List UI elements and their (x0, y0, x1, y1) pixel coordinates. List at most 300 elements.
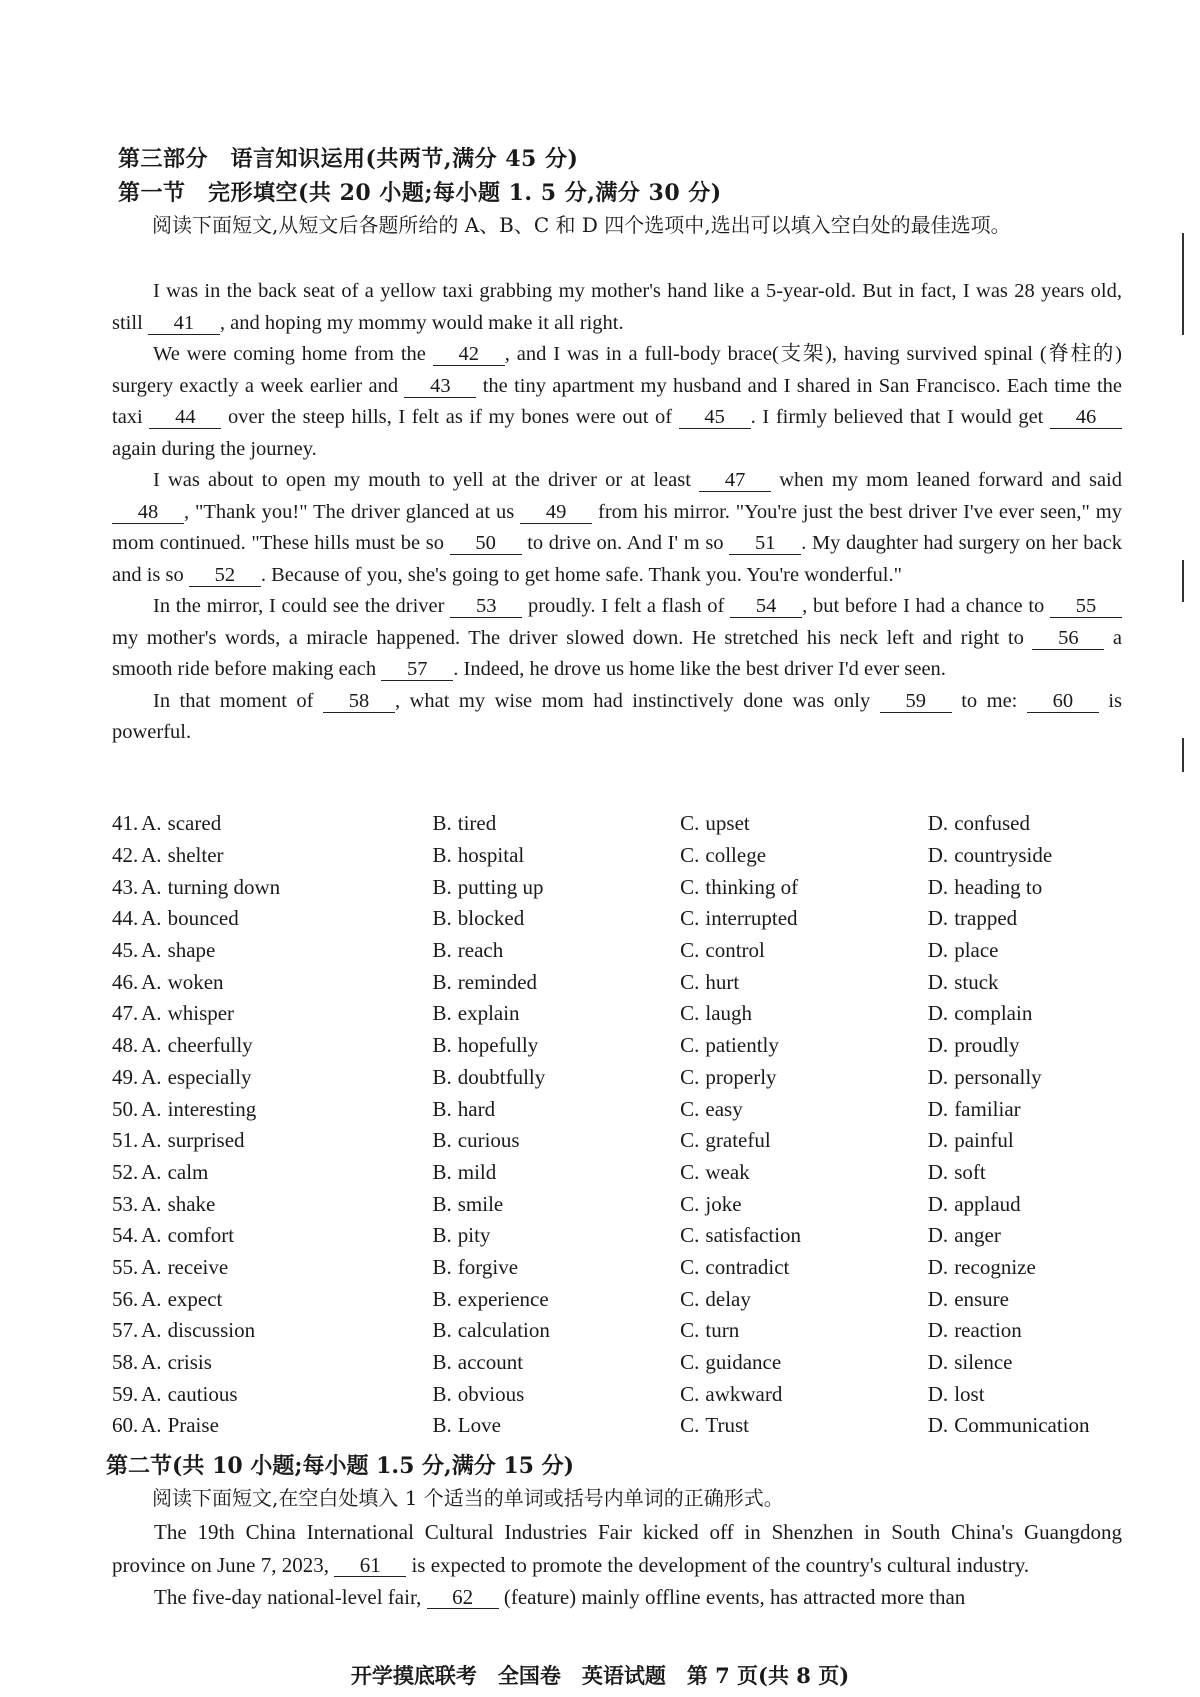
option-a[interactable] (141, 906, 432, 931)
option-letter: D. (927, 1413, 949, 1438)
passage-paragraph (112, 1516, 1122, 1581)
option-b[interactable] (432, 1033, 680, 1058)
option-c[interactable] (680, 1033, 928, 1058)
option-letter: B. (432, 1128, 452, 1153)
part-title: 第三部分 语言知识运用(共两节,满分 45 分) (118, 146, 579, 172)
option-text: thinking of (705, 874, 799, 899)
option-letter: B. (432, 1350, 452, 1375)
option-letter: A. (141, 1318, 162, 1343)
option-letter: D. (927, 1096, 949, 1121)
question-number: 42. (112, 843, 139, 868)
option-letter: D. (927, 1191, 949, 1216)
option-b[interactable] (432, 1287, 680, 1312)
option-text: upset (705, 811, 750, 836)
question-options-row (112, 966, 1122, 998)
option-letter: C. (680, 1001, 700, 1026)
option-letter: C. (680, 1128, 700, 1153)
option-c[interactable] (680, 1160, 928, 1185)
option-d[interactable] (928, 1033, 1122, 1058)
option-text: easy (705, 1096, 743, 1121)
option-text: interesting (167, 1096, 257, 1121)
option-a[interactable] (141, 1382, 432, 1407)
option-b[interactable] (432, 875, 680, 900)
passage-text: . Because of you, she's going to get home safe. Thank you. You're wonderful." (260, 563, 902, 586)
option-letter: A. (141, 1128, 162, 1153)
option-letter: D. (927, 969, 949, 994)
answer-blank[interactable]: 60 (1027, 690, 1099, 713)
option-a[interactable] (141, 1287, 432, 1312)
option-text: complain (954, 1001, 1033, 1026)
option-b[interactable] (432, 1382, 680, 1407)
instruction-text: 阅读下面短文,在空白处填入 1 个适当的单词或括号内单词的正确形式。 (152, 1486, 784, 1510)
option-text: weak (705, 1159, 750, 1184)
option-letter: C. (680, 1318, 700, 1343)
answer-blank[interactable]: 41 (148, 312, 220, 335)
option-text: ensure (954, 1286, 1009, 1311)
option-text: receive (167, 1254, 229, 1279)
option-text: familiar (954, 1096, 1021, 1121)
option-text: hurt (705, 969, 740, 994)
option-b[interactable] (432, 1255, 680, 1280)
option-text: countryside (954, 843, 1053, 868)
answer-blank[interactable]: 44 (149, 406, 221, 429)
option-d[interactable] (928, 1160, 1122, 1185)
option-d[interactable] (928, 938, 1122, 963)
option-letter: C. (680, 906, 700, 931)
option-letter: D. (927, 811, 949, 836)
option-b[interactable] (432, 1192, 680, 1217)
passage-text: my mother's words, a miracle happened. The driver slowed down. He stretched his neck left and right to (112, 626, 1033, 649)
option-d[interactable] (928, 811, 1122, 836)
option-letter: B. (432, 906, 452, 931)
option-a[interactable] (141, 970, 432, 995)
option-letter: C. (680, 1381, 700, 1406)
option-letter: A. (141, 1191, 162, 1216)
option-d[interactable] (928, 1318, 1122, 1343)
passage-text: a smooth ride before making each (112, 626, 1122, 680)
question-number: 49. (112, 1064, 139, 1089)
option-letter: A. (141, 1350, 162, 1375)
passage-text: to drive on. And I' m so (521, 532, 730, 554)
answer-blank[interactable]: 57 (381, 658, 453, 681)
passage-text: , but before I had a chance to (802, 595, 1051, 617)
option-letter: D. (927, 1318, 949, 1343)
option-b[interactable] (432, 1065, 680, 1090)
option-text: recognize (954, 1254, 1036, 1279)
page-footer: 开学摸底联考 全国卷 英语试题 第 7 页(共 8 页) (350, 1663, 850, 1688)
option-letter: D. (927, 906, 949, 931)
option-d[interactable] (928, 970, 1122, 995)
option-c[interactable] (680, 1318, 928, 1343)
answer-blank[interactable]: 42 (433, 343, 505, 366)
option-letter: B. (432, 811, 452, 836)
option-c[interactable] (680, 1128, 928, 1153)
option-text: patiently (705, 1033, 779, 1058)
question-options-row (112, 1252, 1122, 1284)
option-letter: D. (927, 938, 949, 963)
option-b[interactable] (432, 1097, 680, 1122)
option-text: contradict (705, 1254, 790, 1279)
option-letter: B. (432, 1064, 452, 1089)
option-text: grateful (705, 1128, 771, 1153)
option-text: awkward (705, 1381, 783, 1406)
answer-blank[interactable]: 54 (730, 595, 802, 618)
question-options-row (112, 1030, 1122, 1062)
option-text: laugh (705, 1001, 753, 1026)
question-options-row (112, 840, 1122, 872)
question-number: 54. (112, 1223, 139, 1248)
margin-mark (1182, 233, 1184, 335)
option-letter: A. (141, 1096, 162, 1121)
option-text: satisfaction (705, 1223, 802, 1248)
option-d[interactable] (928, 906, 1122, 931)
option-c[interactable] (680, 1223, 928, 1248)
option-text: expect (167, 1286, 223, 1311)
question-number: 57. (112, 1318, 139, 1343)
option-text: hopefully (457, 1033, 539, 1058)
option-text: place (954, 938, 999, 963)
answer-blank[interactable]: 48 (112, 501, 184, 524)
option-c[interactable] (680, 1192, 928, 1217)
answer-blank[interactable]: 52 (189, 564, 261, 587)
option-b[interactable] (432, 1128, 680, 1153)
option-letter: A. (141, 874, 162, 899)
option-a[interactable] (141, 1255, 432, 1280)
margin-mark (1182, 560, 1184, 602)
option-letter: D. (927, 1033, 949, 1058)
option-d[interactable] (928, 1065, 1122, 1090)
option-letter: C. (680, 874, 700, 899)
option-text: Love (457, 1413, 501, 1438)
option-c[interactable] (680, 906, 928, 931)
option-text: tired (457, 811, 497, 836)
option-letter: D. (927, 1350, 949, 1375)
option-c[interactable] (680, 1065, 928, 1090)
option-c[interactable] (680, 1350, 928, 1375)
option-letter: A. (141, 1254, 162, 1279)
passage-text: . My daughter had surgery on her back and is so (112, 532, 1122, 586)
option-text: confused (954, 811, 1030, 836)
option-c[interactable] (680, 970, 928, 995)
passage-text: In the mirror, I could see the driver (153, 595, 451, 617)
option-text: lost (954, 1381, 985, 1406)
answer-blank[interactable]: 61 (334, 1554, 406, 1577)
option-text: smile (457, 1191, 504, 1216)
question-number: 41. (112, 811, 139, 836)
option-b[interactable] (432, 1318, 680, 1343)
option-text: explain (457, 1001, 520, 1026)
option-text: soft (954, 1159, 986, 1184)
question-number: 48. (112, 1033, 139, 1058)
option-d[interactable] (928, 843, 1122, 868)
option-a[interactable] (141, 1160, 432, 1185)
option-text: shake (167, 1191, 216, 1216)
option-d[interactable] (928, 1350, 1122, 1375)
answer-blank[interactable]: 62 (427, 1586, 499, 1609)
question-options-row (112, 1378, 1122, 1410)
option-letter: B. (432, 1318, 452, 1343)
option-text: proudly (954, 1033, 1020, 1058)
option-a[interactable] (141, 1318, 432, 1343)
option-letter: C. (680, 969, 700, 994)
option-a[interactable] (141, 1223, 432, 1248)
options-list (112, 808, 1122, 1442)
option-text: hospital (457, 843, 525, 868)
question-number: 53. (112, 1191, 139, 1216)
option-a[interactable] (141, 1097, 432, 1122)
option-letter: A. (141, 811, 162, 836)
option-text: Trust (705, 1413, 749, 1438)
option-letter: D. (927, 843, 949, 868)
option-text: cheerfully (167, 1033, 253, 1058)
answer-blank[interactable]: 46 (1050, 406, 1122, 429)
option-a[interactable] (141, 1413, 432, 1438)
question-options-row (112, 1315, 1122, 1347)
option-letter: C. (680, 1159, 700, 1184)
option-text: guidance (705, 1350, 782, 1375)
option-text: surprised (167, 1128, 245, 1153)
option-letter: C. (680, 811, 700, 836)
question-options-row (112, 1347, 1122, 1379)
option-letter: C. (680, 1064, 700, 1089)
option-c[interactable] (680, 1097, 928, 1122)
option-c[interactable] (680, 843, 928, 868)
option-text: cautious (167, 1381, 238, 1406)
option-text: college (705, 843, 767, 868)
option-b[interactable] (432, 1350, 680, 1375)
question-options-row (112, 1283, 1122, 1315)
question-number: 44. (112, 906, 139, 931)
option-letter: B. (432, 1096, 452, 1121)
option-text: anger (954, 1223, 1001, 1248)
option-b[interactable] (432, 938, 680, 963)
question-options-row (112, 871, 1122, 903)
option-b[interactable] (432, 1160, 680, 1185)
option-letter: B. (432, 1286, 452, 1311)
option-letter: C. (680, 1096, 700, 1121)
option-text: hard (457, 1096, 496, 1121)
answer-blank[interactable]: 51 (729, 532, 801, 555)
option-text: turn (705, 1318, 740, 1343)
option-d[interactable] (928, 1001, 1122, 1026)
passage-paragraph (112, 339, 1122, 465)
option-a[interactable] (141, 811, 432, 836)
option-text: account (457, 1350, 524, 1375)
passage-text: (feature) mainly offline events, has attracted more than (498, 1585, 966, 1609)
option-b[interactable] (432, 1223, 680, 1248)
option-text: trapped (954, 906, 1018, 931)
option-text: personally (954, 1064, 1042, 1089)
option-letter: B. (432, 1254, 452, 1279)
option-text: properly (705, 1064, 777, 1089)
question-number: 56. (112, 1286, 139, 1311)
answer-blank[interactable]: 58 (323, 690, 395, 713)
question-number: 43. (112, 874, 139, 899)
section1-title: 第一节 完形填空(共 20 小题;每小题 1. 5 分,满分 30 分) (118, 180, 722, 206)
option-letter: C. (680, 1286, 700, 1311)
option-text: control (705, 938, 765, 963)
option-text: pity (457, 1223, 491, 1248)
answer-blank[interactable]: 59 (880, 690, 952, 713)
option-text: reaction (954, 1318, 1022, 1343)
option-letter: D. (927, 1381, 949, 1406)
passage-text: from his mirror. "You're just the best driver I've ever seen," my mom continued. "These hills must be so (112, 500, 1122, 554)
question-number: 45. (112, 938, 139, 963)
question-number: 58. (112, 1350, 139, 1375)
option-text: obvious (457, 1381, 525, 1406)
option-d[interactable] (928, 1413, 1122, 1438)
margin-mark (1182, 738, 1184, 772)
option-text: especially (167, 1064, 252, 1089)
option-text: turning down (167, 874, 281, 899)
question-number: 50. (112, 1096, 139, 1121)
option-letter: D. (927, 1159, 949, 1184)
option-text: shelter (167, 843, 224, 868)
section2-title: 第二节(共 10 小题;每小题 1.5 分,满分 15 分) (106, 1453, 575, 1479)
option-a[interactable] (141, 843, 432, 868)
option-d[interactable] (928, 1287, 1122, 1312)
question-number: 55. (112, 1254, 139, 1279)
option-text: doubtfully (457, 1064, 546, 1089)
option-a[interactable] (141, 1065, 432, 1090)
answer-blank[interactable]: 56 (1032, 627, 1104, 650)
option-a[interactable] (141, 1192, 432, 1217)
option-b[interactable] (432, 1001, 680, 1026)
option-text: applaud (954, 1191, 1021, 1216)
cloze-passage (112, 276, 1122, 749)
option-d[interactable] (928, 1097, 1122, 1122)
option-c[interactable] (680, 1287, 928, 1312)
passage-paragraph (112, 276, 1122, 339)
question-options-row (112, 1220, 1122, 1252)
option-c[interactable] (680, 1001, 928, 1026)
question-options-row (112, 1062, 1122, 1094)
option-letter: A. (141, 1381, 162, 1406)
option-b[interactable] (432, 906, 680, 931)
option-letter: A. (141, 1159, 162, 1184)
option-letter: C. (680, 1033, 700, 1058)
answer-blank[interactable]: 45 (679, 406, 751, 429)
option-text: experience (457, 1286, 549, 1311)
option-c[interactable] (680, 938, 928, 963)
option-a[interactable] (141, 1128, 432, 1153)
answer-blank[interactable]: 47 (699, 469, 771, 492)
option-letter: A. (141, 938, 162, 963)
option-letter: A. (141, 1286, 162, 1311)
answer-blank[interactable]: 53 (450, 595, 522, 618)
option-letter: C. (680, 1223, 700, 1248)
option-letter: B. (432, 1223, 452, 1248)
option-d[interactable] (928, 1192, 1122, 1217)
option-letter: C. (680, 1191, 700, 1216)
option-letter: B. (432, 1001, 452, 1026)
option-c[interactable] (680, 811, 928, 836)
question-number: 47. (112, 1001, 139, 1026)
option-d[interactable] (928, 875, 1122, 900)
option-c[interactable] (680, 1382, 928, 1407)
answer-blank[interactable]: 55 (1050, 595, 1122, 618)
option-letter: D. (927, 1064, 949, 1089)
question-options-row (112, 1188, 1122, 1220)
question-number: 52. (112, 1159, 139, 1184)
option-letter: A. (141, 843, 162, 868)
passage-text: , "Thank you!" The driver glanced at us (184, 500, 521, 523)
option-b[interactable] (432, 970, 680, 995)
option-letter: B. (432, 1033, 452, 1058)
passage-text: over the steep hills, I felt as if my bones were out of (221, 406, 679, 428)
option-d[interactable] (928, 1128, 1122, 1153)
question-number: 51. (112, 1128, 139, 1153)
answer-blank[interactable]: 43 (404, 375, 476, 398)
option-letter: B. (432, 1413, 452, 1438)
passage-text: . Indeed, he drove us home like the best driver I'd ever seen. (453, 658, 946, 680)
question-options-row (112, 1093, 1122, 1125)
option-text: calm (167, 1159, 209, 1184)
option-b[interactable] (432, 1413, 680, 1438)
option-text: discussion (167, 1318, 256, 1343)
option-a[interactable] (141, 1350, 432, 1375)
option-letter: A. (141, 906, 162, 931)
option-a[interactable] (141, 1033, 432, 1058)
option-text: reach (457, 938, 504, 963)
option-text: bounced (167, 906, 239, 931)
option-letter: B. (432, 938, 452, 963)
option-letter: A. (141, 969, 162, 994)
option-text: joke (705, 1191, 742, 1216)
option-letter: A. (141, 1064, 162, 1089)
question-options-row (112, 1125, 1122, 1157)
passage-text: is powerful. (112, 689, 1122, 743)
passage-text: again during the journey. (112, 437, 317, 460)
option-text: mild (457, 1159, 497, 1184)
option-letter: A. (141, 1033, 162, 1058)
passage-text: I was about to open my mouth to yell at the driver or at least (153, 469, 700, 491)
option-text: whisper (167, 1001, 235, 1026)
passage-text: . I firmly believed that I would get (750, 406, 1050, 428)
option-b[interactable] (432, 843, 680, 868)
passage-paragraph (112, 1581, 1122, 1614)
option-a[interactable] (141, 875, 432, 900)
option-c[interactable] (680, 1413, 928, 1438)
option-letter: D. (927, 1001, 949, 1026)
passage-text: , what my wise mom had instinctively done was only (394, 689, 880, 712)
option-letter: C. (680, 1413, 700, 1438)
passage-text: The 19th China International Cultural Industries Fair kicked off in Shenzhen in South China's Guangdong province on June 7, 2023, (112, 1520, 1122, 1577)
option-c[interactable] (680, 875, 928, 900)
option-letter: B. (432, 874, 452, 899)
option-a[interactable] (141, 1001, 432, 1026)
option-letter: B. (432, 1381, 452, 1406)
option-text: calculation (457, 1318, 550, 1343)
option-c[interactable] (680, 1255, 928, 1280)
answer-blank[interactable]: 50 (450, 532, 522, 555)
question-number: 59. (112, 1381, 139, 1406)
answer-blank[interactable]: 49 (520, 501, 592, 524)
option-text: reminded (457, 969, 538, 994)
option-d[interactable] (928, 1223, 1122, 1248)
option-text: shape (167, 938, 216, 963)
option-letter: A. (141, 1001, 162, 1026)
passage-text: I was in the back seat of a yellow taxi grabbing my mother's hand like a 5-year-old. But in fact, I was 28 years old, still (112, 280, 1122, 334)
section1-instruction (112, 210, 1122, 242)
option-d[interactable] (928, 1255, 1122, 1280)
instruction-text: 阅读下面短文,从短文后各题所给的 A、B、C 和 D 四个选项中,选出可以填入空白处的最佳选项。 (152, 213, 1011, 237)
option-b[interactable] (432, 811, 680, 836)
option-d[interactable] (928, 1382, 1122, 1407)
option-a[interactable] (141, 938, 432, 963)
option-letter: D. (927, 874, 949, 899)
option-letter: A. (141, 1413, 162, 1438)
